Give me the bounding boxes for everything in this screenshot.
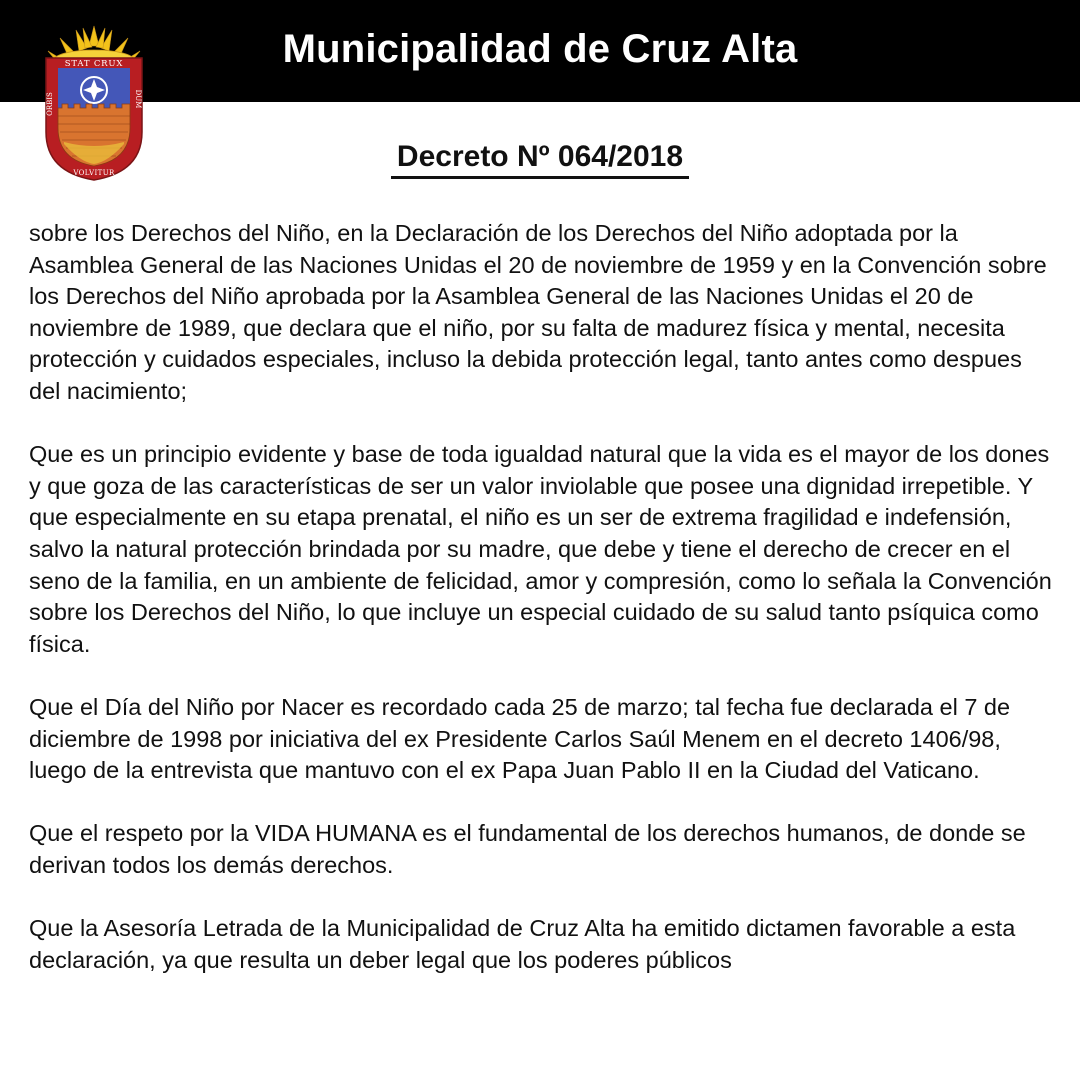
decree-title — [370, 140, 710, 179]
decree-title-text: Decreto Nº 064/2018 — [391, 140, 689, 179]
page-header-title — [0, 0, 1080, 102]
paragraph: Que el respeto por la VIDA HUMANA es el fundamental de los derechos humanos, de donde se derivan todos los demás derechos. — [29, 820, 1026, 878]
svg-text:STAT CRUX: STAT CRUX — [64, 59, 124, 69]
municipality-name: Municipalidad de Cruz Alta — [282, 27, 798, 71]
municipal-crest-logo — [38, 24, 150, 184]
svg-text:ORBIS: ORBIS — [46, 92, 54, 116]
paragraph: Que la Asesoría Letrada de la Municipalidad de Cruz Alta ha emitido dictamen favorable a esta declaración, ya que resulta un deber legal que los poderes públicos — [29, 915, 1016, 973]
paragraph: sobre los Derechos del Niño, en la Declaración de los Derechos del Niño adoptada por la Asamblea General de las Naciones Unidas el 20 de noviembre de 1959 y en la Convención sobre los Derechos del Niño aprobada por la Asamblea General de las Naciones Unidas el 20 de noviembre de 1989, que declara que el niño, por su falta de madurez física y mental, necesita protección y cuidados especiales, incluso la debida protección legal, tanto antes como despues del nacimiento; — [29, 220, 1047, 404]
paragraph: Que es un principio evidente y base de toda igualdad natural que la vida es el mayor de los dones y que goza de las características de ser un valor inviolable que posee una dignidad irrepetible. Y que especialmente en su etapa prenatal, el niño es un ser de extrema fragilidad e indefensión, salvo la natural protección brindada por su madre, que debe y tiene el derecho de crecer en el seno de la familia, en un ambiente de felicidad, amor y compresión, como lo señala la Convención sobre los Derechos del Niño, lo que incluye un especial cuidado de su salud tanto psíquica como física. — [29, 441, 1052, 657]
decree-body — [29, 218, 1059, 1008]
svg-text:VOLVITUR: VOLVITUR — [73, 169, 115, 177]
paragraph: Que el Día del Niño por Nacer es recordado cada 25 de marzo; tal fecha fue declarada el 7 de diciembre de 1998 por iniciativa del ex Presidente Carlos Saúl Menem en el decreto 1406/98, luego de la entrevista que mantuvo con el ex Papa Juan Pablo II en la Ciudad del Vaticano. — [29, 693, 1011, 784]
svg-text:DUM: DUM — [134, 89, 142, 109]
